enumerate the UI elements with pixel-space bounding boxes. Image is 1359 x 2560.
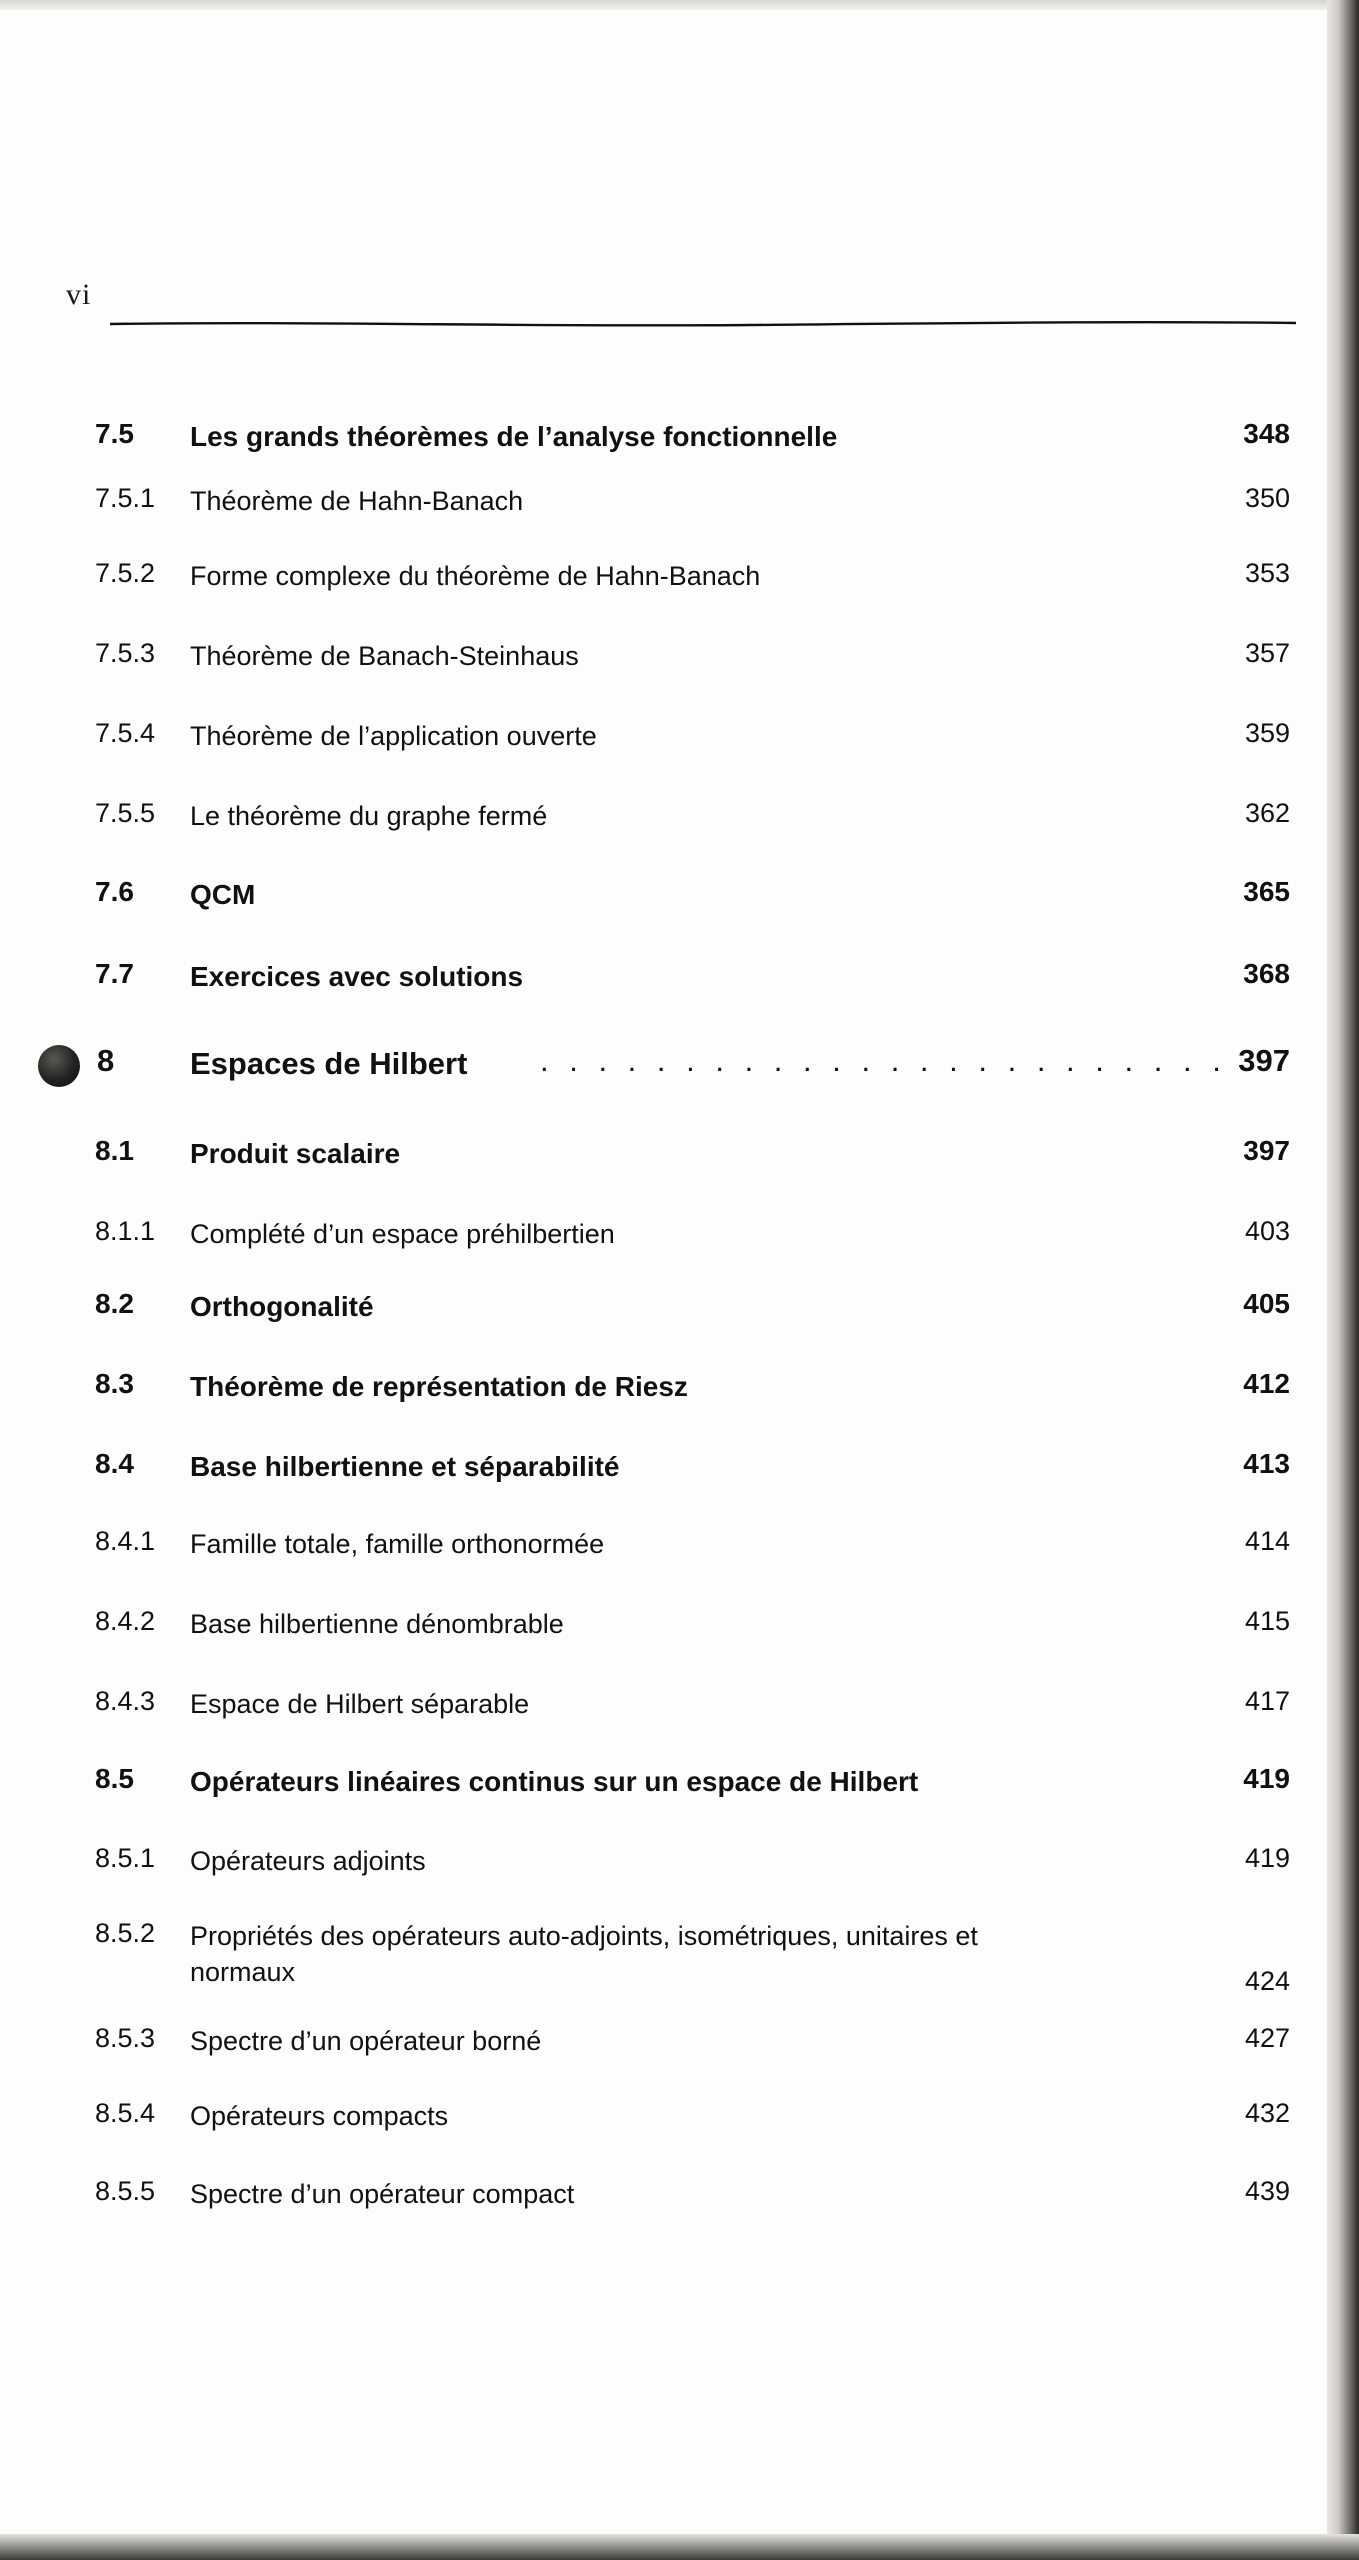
toc-entry[interactable] <box>0 1368 1290 1412</box>
toc-entry-title: Propriétés des opérateurs auto-adjoints, isométriques, unitaires et normaux <box>190 1921 978 1988</box>
toc-entry-number: 7.5.2 <box>95 558 156 588</box>
toc-entry-number: 8.4.3 <box>95 1686 156 1716</box>
toc-entry-title: Théorème de représentation de Riesz <box>190 1371 688 1402</box>
toc-entry-number: 8.4.2 <box>95 1606 156 1636</box>
toc-entry-page: 397 <box>1238 1043 1290 1078</box>
toc-entry-number: 8.4.1 <box>95 1526 156 1556</box>
toc-entry-title: Opérateurs adjoints <box>190 1846 426 1876</box>
toc-entry[interactable] <box>0 2176 1290 2220</box>
toc-entry-page: 359 <box>1244 718 1290 748</box>
toc-entry[interactable] <box>0 638 1290 682</box>
toc-entry-number: 8.1 <box>95 1135 134 1166</box>
toc-entry-title: Complété d’un espace préhilbertien <box>190 1219 615 1249</box>
toc-entry-title: Produit scalaire <box>190 1138 401 1169</box>
toc-entry-title: QCM <box>190 879 256 910</box>
toc-entry-title: Famille totale, famille orthonormée <box>190 1529 605 1559</box>
toc-entry[interactable] <box>0 558 1290 602</box>
page-top-shadow <box>0 0 1359 10</box>
toc-entry-number: 7.5.1 <box>95 483 156 513</box>
toc-entry-page: 405 <box>1243 1288 1290 1319</box>
toc-entry[interactable] <box>0 418 1290 462</box>
toc-entry[interactable] <box>0 483 1290 527</box>
toc-entry-page: 415 <box>1244 1606 1290 1636</box>
toc-entry-page: 424 <box>1244 1966 1290 1996</box>
toc-entry[interactable] <box>0 876 1290 920</box>
chapter-marker-icon <box>38 1045 80 1087</box>
toc-entry-page: 412 <box>1243 1368 1290 1399</box>
toc-entry-page: 414 <box>1244 1526 1290 1556</box>
toc-entry-title: Base hilbertienne dénombrable <box>190 1609 564 1639</box>
toc-entry-number: 8.5.1 <box>95 1843 156 1873</box>
toc-entry-number: 8 <box>97 1043 115 1078</box>
toc-entry[interactable] <box>0 1763 1290 1807</box>
toc-entry-number: 8.5.3 <box>95 2023 156 2053</box>
folio-number: vi <box>66 278 92 311</box>
toc-entry-number: 8.1.1 <box>95 1216 156 1246</box>
toc-entry-number: 8.5.2 <box>95 1918 156 1948</box>
toc-entry-page: 417 <box>1244 1686 1290 1716</box>
toc-entry-number: 8.5.4 <box>95 2098 156 2128</box>
toc-entry-title: Théorème de l’application ouverte <box>190 721 597 751</box>
toc-entry-title: Spectre d’un opérateur compact <box>190 2179 575 2209</box>
toc-entry-page: 439 <box>1244 2176 1290 2206</box>
toc-entry-title: Orthogonalité <box>190 1291 374 1322</box>
toc-entry-title: Spectre d’un opérateur borné <box>190 2026 542 2056</box>
toc-entry-number: 7.5.3 <box>95 638 156 668</box>
toc-entry-page: 432 <box>1244 2098 1290 2128</box>
toc-entry[interactable] <box>0 1043 1290 1087</box>
toc-entry[interactable] <box>0 1918 1290 1996</box>
page-right-shadow <box>1327 0 1359 2560</box>
toc-entry-title: Le théorème du graphe fermé <box>190 801 548 831</box>
toc-entry-page: 357 <box>1244 638 1290 668</box>
toc-entry-page: 397 <box>1243 1135 1290 1166</box>
toc-entry-page: 413 <box>1243 1448 1290 1479</box>
toc-leader-dots: . . . . . . . . . . . . . . . . . . . . . . . . <box>540 1043 1227 1078</box>
toc-entry-page: 427 <box>1244 2023 1290 2053</box>
toc-entry-title: Exercices avec solutions <box>190 961 524 992</box>
toc-entry-number: 7.5.5 <box>95 798 156 828</box>
toc-entry-number: 7.6 <box>95 876 134 907</box>
toc-entry-number: 7.5.4 <box>95 718 156 748</box>
toc-entry-title: Forme complexe du théorème de Hahn-Banach <box>190 561 761 591</box>
toc-entry[interactable] <box>0 1288 1290 1332</box>
header-rule <box>110 320 1296 324</box>
toc-entry-number: 8.3 <box>95 1368 134 1399</box>
toc-entry-title: Les grands théorèmes de l’analyse fonctionnelle <box>190 421 838 452</box>
toc-entry[interactable] <box>0 1606 1290 1650</box>
page-bottom-shadow <box>0 2534 1359 2560</box>
toc-entry-page: 350 <box>1244 483 1290 513</box>
toc-entry-number: 8.5.5 <box>95 2176 156 2206</box>
toc-entry-title: Théorème de Banach-Steinhaus <box>190 641 579 671</box>
toc-entry-title: Opérateurs linéaires continus sur un espace de Hilbert <box>190 1766 919 1797</box>
toc-entry-title: Espaces de Hilbert <box>190 1046 468 1081</box>
toc-entry[interactable] <box>0 718 1290 762</box>
toc-entry-number: 8.2 <box>95 1288 134 1319</box>
toc-entry[interactable] <box>0 1843 1290 1887</box>
toc-entry[interactable] <box>0 2023 1290 2067</box>
toc-entry-page: 353 <box>1244 558 1290 588</box>
toc-entry-number: 8.4 <box>95 1448 134 1479</box>
toc-entry[interactable] <box>0 1448 1290 1492</box>
toc-entry[interactable] <box>0 1526 1290 1570</box>
toc-entry[interactable] <box>0 798 1290 842</box>
toc-entry-page: 368 <box>1243 958 1290 989</box>
toc-entry[interactable] <box>0 2098 1290 2142</box>
toc-entry-number: 7.7 <box>95 958 134 989</box>
toc-entry-title: Théorème de Hahn-Banach <box>190 486 524 516</box>
toc-entry[interactable] <box>0 1686 1290 1730</box>
toc-entry[interactable] <box>0 1216 1290 1260</box>
toc-entry-page: 419 <box>1243 1763 1290 1794</box>
toc-entry-page: 419 <box>1244 1843 1290 1873</box>
toc-entry-number: 7.5 <box>95 418 134 449</box>
toc-entry[interactable] <box>0 1135 1290 1179</box>
toc-entry-page: 365 <box>1243 876 1290 907</box>
toc-entry[interactable] <box>0 958 1290 1002</box>
toc-entry-title: Opérateurs compacts <box>190 2101 449 2131</box>
toc-entry-title: Base hilbertienne et séparabilité <box>190 1451 620 1482</box>
toc-entry-number: 8.5 <box>95 1763 134 1794</box>
toc-entry-page: 403 <box>1244 1216 1290 1246</box>
toc-entry-page: 362 <box>1244 798 1290 828</box>
toc-entry-page: 348 <box>1243 418 1290 449</box>
toc-entry-title: Espace de Hilbert séparable <box>190 1689 530 1719</box>
